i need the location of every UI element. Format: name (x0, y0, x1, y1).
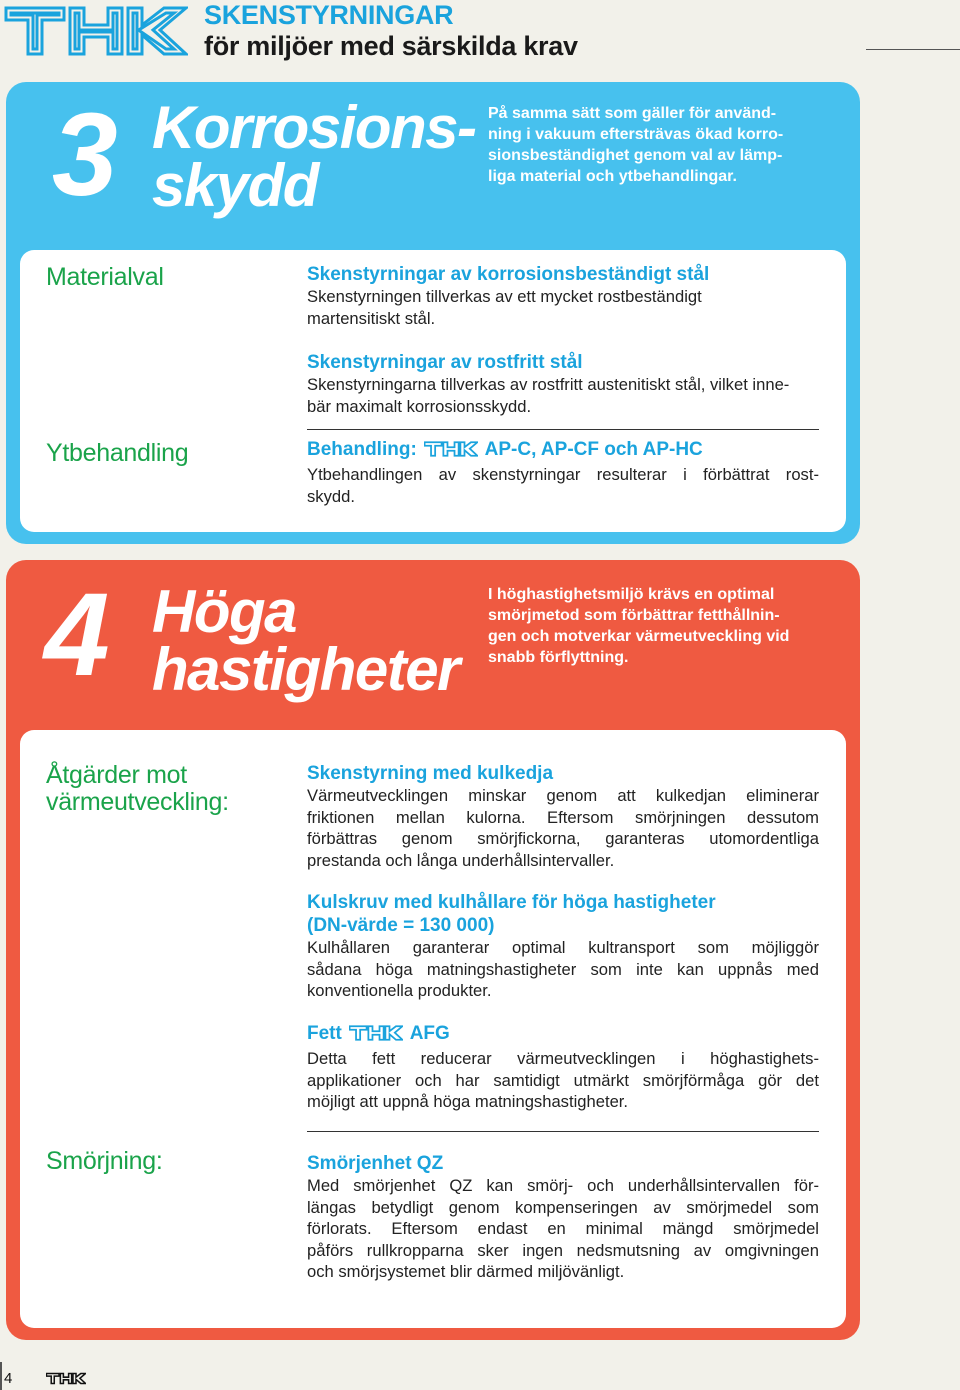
block-heading: Skenstyrning med kulkedja (307, 763, 554, 784)
block-heading: Kulskruv med kulhållare för höga hastigheter (307, 892, 716, 913)
block-text: Skenstyrningarna tillverkas av rostfritt austenitiskt stål, vilket inne- bär maximalt korrosionsskydd. (307, 375, 790, 416)
block-rostfritt-stal (307, 351, 819, 417)
document-subtitle: för miljöer med särskilda krav (204, 31, 578, 61)
block-text: Detta fett reducerar värmeutvecklingen i höghastighets- applikationer och har samtidigt utmärkt smörjförmåga gör det möjligt att uppnå höga matningshastigheter. (307, 1049, 819, 1111)
footer-tick (0, 1362, 2, 1390)
block-text: Värmeutvecklingen minskar genom att kulkedjan eliminerar friktionen mellan kulorna. Eftersom smörjningen dessutom förbättras genom smörjfickorna, garanteras utomordentliga prestanda och långa underhållsintervaller. (307, 786, 819, 870)
block-text: Ytbehandlingen av skenstyrningar resulterar i förbättrat rost- skydd. (307, 465, 819, 506)
section-4-title-line1: Höga (152, 578, 296, 645)
label-materialval: Materialval (46, 263, 164, 291)
block-heading: Smörjenhet QZ (307, 1153, 444, 1174)
block-heading: Fett AFG (307, 1022, 819, 1048)
divider (307, 429, 819, 430)
divider (307, 1131, 819, 1132)
block-korrosionsbestandigt-stal (307, 263, 819, 329)
thk-logo-inline (349, 1024, 403, 1048)
block-heading-2: (DN-värde = 130 000) (307, 915, 495, 936)
header-rule (866, 49, 960, 50)
section-3-number: 3 (52, 89, 114, 221)
label-atgarder: Åtgärder mot värmeutveckling: (46, 761, 229, 816)
section-3-intro: På samma sätt som gäller för använd- ning i vakuum eftersträvas ökad korro- sionsbeständighet genom val av lämp- liga material och ytbehandlingar. (488, 105, 784, 185)
section-3-title-line2: skydd (152, 152, 318, 219)
section-4-number: 4 (44, 569, 106, 701)
block-heading: Behandling: AP-C, AP-CF och AP-HC (307, 438, 819, 464)
section-4-title-line2: hastigheter (152, 636, 459, 703)
block-ytbehandling (307, 438, 819, 507)
block-kulkedja (307, 762, 819, 871)
thk-logo (4, 4, 188, 63)
thk-logo-footer (46, 1372, 86, 1390)
block-heading: Skenstyrningar av rostfritt stål (307, 352, 583, 373)
block-heading: Skenstyrningar av korrosionsbeständigt stål (307, 264, 710, 285)
block-kulskruv (307, 891, 819, 1002)
block-text: Kulhållaren garanterar optimal kultransport som möjliggör sådana höga matningshastigheter som inte kan uppnås med konventionella produkter. (307, 938, 819, 1000)
thk-logo-inline (424, 440, 478, 464)
document-title: SKENSTYRNINGAR (204, 0, 454, 30)
label-ytbehandling: Ytbehandling (46, 439, 189, 467)
block-text: Skenstyrningen tillverkas av ett mycket rostbeständigt martensitiskt stål. (307, 287, 702, 328)
section-4-intro: I höghastighetsmiljö krävs en optimal smörjmetod som förbättrar fetthållnin- gen och motverkar värmeutveckling vid snabb förflyttning. (488, 586, 790, 666)
block-smorjenhet-qz (307, 1152, 819, 1283)
section-3-title-line1: Korrosions- (152, 94, 476, 161)
page-number: 4 (4, 1370, 13, 1387)
block-text: Med smörjenhet QZ kan smörj- och underhållsintervallen för- längas betydligt genom kompenseringen av smörjmedel som förlorats. Eftersom endast en minimal mängd smörjmedel påförs rullkropparna sker ingen nedsmutsning av omgivningen och smörjsystemet blir därmed miljövänligt. (307, 1176, 819, 1281)
label-smorjning: Smörjning: (46, 1147, 163, 1175)
block-fett-afg (307, 1022, 819, 1113)
